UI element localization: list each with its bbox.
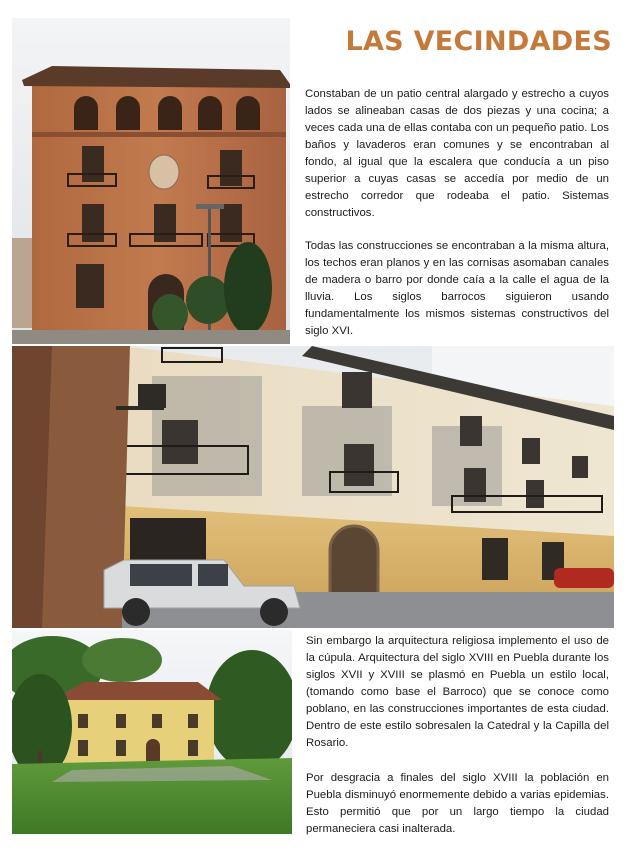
street-facade-photo xyxy=(12,346,614,628)
religious-architecture-paragraph: Sin embargo la arquitectura religiosa implemento el uso de la cúpula. Arquitectura del siglo XVIII en Puebla durante los siglos XVII y XVIII se plasmó en Puebla un estilo local, (tomando como base el Barroco) que se conoce como poblano, en las construcciones importantes de esta ciudad. Dentro de este estilo sobresalen la Catedral y la Capilla del Rosario. xyxy=(306,635,609,749)
page-title: LAS VECINDADES xyxy=(345,26,612,57)
population-decline-paragraph: Por desgracia a finales del siglo XVIII la población en Puebla disminuyó enormemente debido a varias epidemias. Esto permitió que por un largo tiempo la ciudad permaneciera casi inalterada. xyxy=(306,772,609,835)
construction-paragraph: Todas las construcciones se encontraban a la misma altura, los techos eran planos y en las cornisas asomaban canales de madera o barro por donde caía a la calle el agua de la lluvia. Los siglos barrocos siguieron usando fundamentalmente los mismos sistemas constructivos del siglo XVI. xyxy=(305,240,609,337)
brick-building-photo xyxy=(12,18,290,344)
yellow-house-photo xyxy=(12,630,292,834)
intro-paragraph: Constaban de un patio central alargado y estrecho a cuyos lados se alineaban casas de dos piezas y una cocina; a veces cada una de ellas contaba con un pequeño patio. Los baños y lavaderos eran comunes y se encontraban al fondo, al igual que la escalera que conducía a un piso superior a cuyas casas se accedía por medio de un estrecho corredor que rodeaba el patio. Sistemas constructivos. xyxy=(305,88,609,219)
